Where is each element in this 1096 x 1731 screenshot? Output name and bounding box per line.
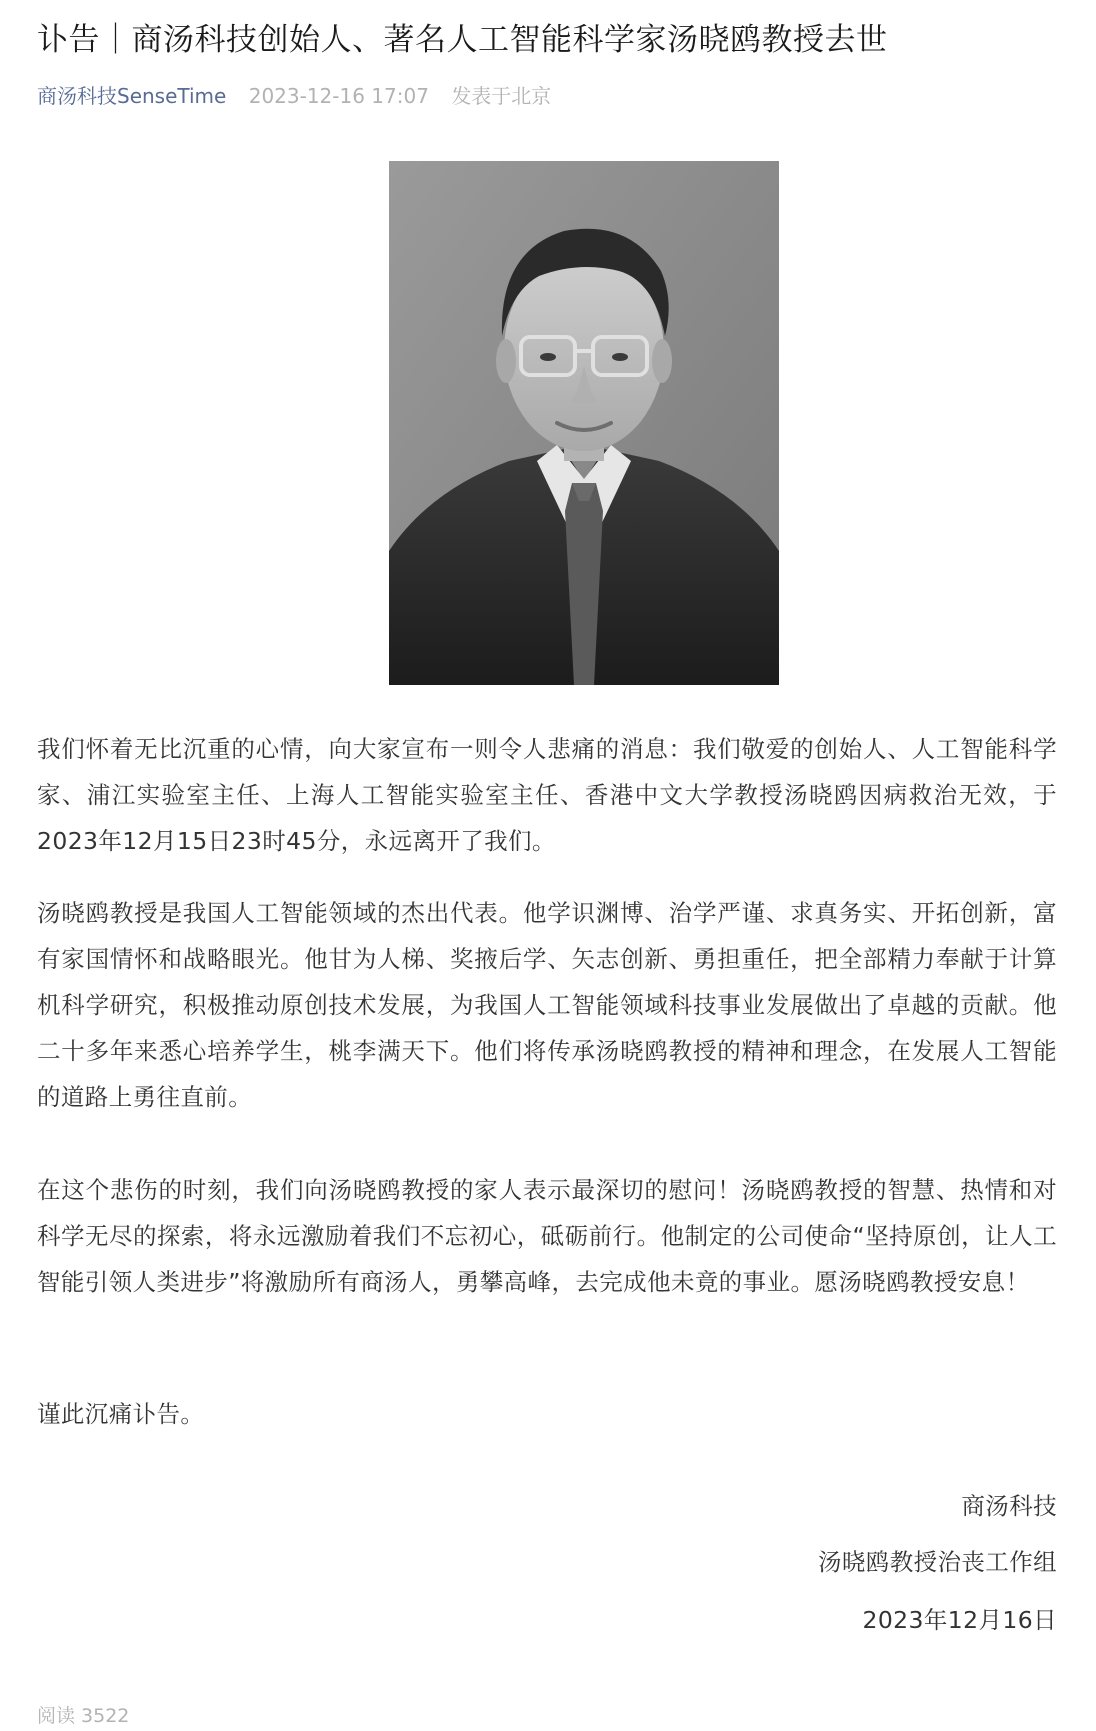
paragraph-condolence: 在这个悲伤的时刻，我们向汤晓鸥教授的家人表示最深切的慰问！汤晓鸥教授的智慧、热情和对科学无尽的探索，将永远激励着我们不忘初心，砥砺前行。他制定的公司使命“坚持原创，让人工智能引领人类进步”将激励所有商汤人，勇攀高峰，去完成他未竟的事业。愿汤晓鸥教授安息！ [37, 1176, 1057, 1296]
paragraph-closing: 谨此沉痛讣告。 [37, 1400, 205, 1428]
article-title: 讣告｜商汤科技创始人、著名人工智能科学家汤晓鸥教授去世 [37, 22, 888, 58]
portrait-image [389, 161, 779, 685]
author-link[interactable]: 商汤科技SenseTime [37, 84, 227, 108]
paragraph-announcement: 我们怀着无比沉重的心情，向大家宣布一则令人悲痛的消息：我们敬爱的创始人、人工智能科学家、浦江实验室主任、上海人工智能实验室主任、香港中文大学教授汤晓鸥因病救治无效，于2023年12月15日23时45分，永远离开了我们。 [37, 735, 1057, 855]
article-meta [37, 81, 551, 111]
signature-date: 2023年12月16日 [862, 1606, 1057, 1634]
portrait-photo [389, 161, 779, 685]
signature-org: 商汤科技 [961, 1492, 1057, 1520]
read-count [37, 1701, 129, 1731]
publish-time: 2023-12-16 17:07 [248, 84, 429, 108]
paragraph-tribute: 汤晓鸥教授是我国人工智能领域的杰出代表。他学识渊博、治学严谨、求真务实、开拓创新，富有家国情怀和战略眼光。他甘为人梯、奖掖后学、矢志创新、勇担重任，把全部精力奉献于计算机科学研究，积极推动原创技术发展，为我国人工智能领域科技事业发展做出了卓越的贡献。他二十多年来悉心培养学生，桃李满天下。他们将传承汤晓鸥教授的精神和理念，在发展人工智能的道路上勇往直前。 [37, 899, 1057, 1111]
read-label: 阅读 [37, 1705, 76, 1727]
signature-group: 汤晓鸥教授治丧工作组 [818, 1548, 1057, 1576]
read-number: 3522 [81, 1705, 130, 1727]
publish-location: 发表于北京 [451, 84, 552, 108]
